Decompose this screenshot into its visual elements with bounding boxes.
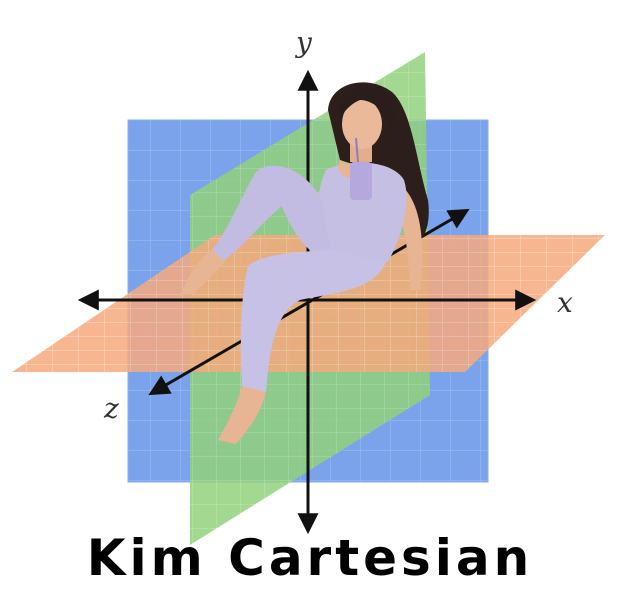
- caption-title: Kim Cartesian: [86, 529, 534, 587]
- z-axis-label: z: [104, 392, 119, 425]
- cup: [350, 162, 372, 200]
- y-axis-label: y: [296, 26, 312, 59]
- x-axis-label: x: [557, 286, 573, 319]
